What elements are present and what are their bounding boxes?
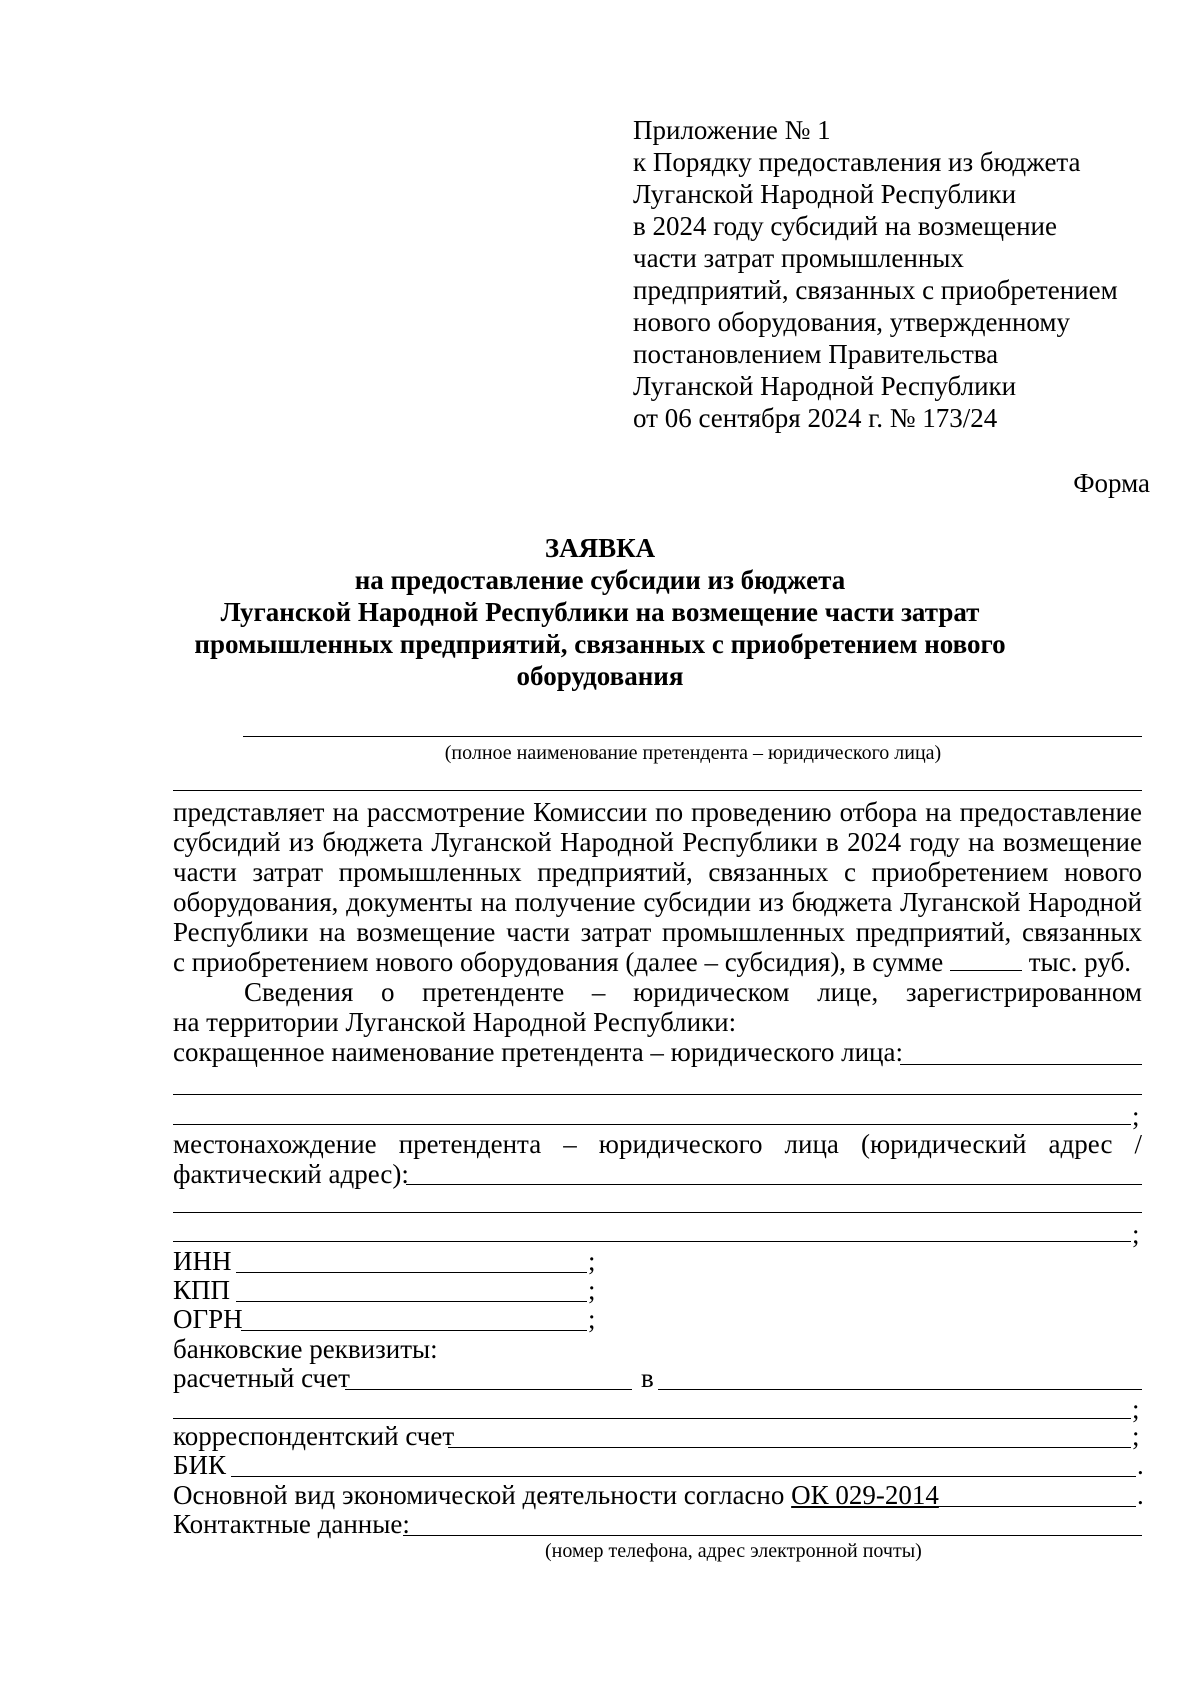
okved-label: Основной вид экономической деятельности согласно ОК 029-2014 <box>173 1480 939 1510</box>
semicolon: ; <box>588 1246 596 1276</box>
body-line: оборудования, документы на получение субсидии из бюджета Луганской Народной <box>173 887 1142 917</box>
appendix-line: Луганской Народной Республики <box>633 179 1017 209</box>
applicant-name-field-2[interactable] <box>173 790 1142 791</box>
info-intro-line: на территории Луганской Народной Республики: <box>173 1007 737 1037</box>
appendix-line: постановлением Правительства <box>633 339 999 369</box>
document-heading: ЗАЯВКА <box>544 533 656 563</box>
semicolon: ; <box>588 1304 596 1334</box>
account-label: расчетный счет <box>173 1363 350 1393</box>
semicolon: ; <box>1132 1219 1140 1249</box>
contacts-field[interactable] <box>403 1535 1142 1536</box>
short-name-field[interactable] <box>900 1064 1142 1065</box>
corr-account-label: корреспондентский счет <box>173 1421 455 1451</box>
bank-name-field-2[interactable] <box>173 1418 1131 1419</box>
semicolon: ; <box>1132 1101 1140 1131</box>
ogrn-label: ОГРН <box>173 1304 243 1334</box>
body-line: субсидий из бюджета Луганской Народной Республики в 2024 году на возмещение <box>173 827 1142 857</box>
body-line: части затрат промышленных предприятий, связанных с приобретением нового <box>173 857 1142 887</box>
title-line: Луганской Народной Республики на возмещение части затрат <box>220 597 980 627</box>
semicolon: ; <box>1132 1394 1140 1424</box>
inn-field[interactable] <box>236 1272 587 1273</box>
contacts-label: Контактные данные: <box>173 1509 410 1539</box>
bik-label: БИК <box>173 1450 227 1480</box>
location-field-2[interactable] <box>173 1212 1142 1213</box>
appendix-line: Приложение № 1 <box>633 115 831 145</box>
kpp-label: КПП <box>173 1275 231 1305</box>
info-intro-line: Сведения о претенденте – юридическом лице, зарегистрированном <box>244 977 1142 1007</box>
ogrn-field[interactable] <box>241 1330 587 1331</box>
amount-field[interactable] <box>950 946 1022 971</box>
contacts-caption: (номер телефона, адрес электронной почты) <box>545 1540 922 1562</box>
applicant-name-field[interactable] <box>243 736 1142 737</box>
short-name-label: сокращенное наименование претендента – юридического лица: <box>173 1037 903 1067</box>
body-line: Республики на возмещение части затрат промышленных предприятий, связанных <box>173 917 1142 947</box>
account-field[interactable] <box>345 1389 632 1390</box>
body-line: представляет на рассмотрение Комиссии по проведению отбора на предоставление <box>173 797 1142 827</box>
period: . <box>1137 1450 1144 1480</box>
bank-name-field[interactable] <box>658 1389 1142 1390</box>
kpp-field[interactable] <box>236 1301 587 1302</box>
location-label: местонахождение претендента – юридического лица (юридический адрес / <box>173 1129 1142 1159</box>
period: . <box>1137 1480 1144 1510</box>
okved-code: ОК 029-2014 <box>791 1480 939 1510</box>
appendix-line: Луганской Народной Республики <box>633 371 1017 401</box>
body-last-line: с приобретением нового оборудования (далее – субсидия), в сумме тыс. руб. <box>173 947 1131 977</box>
bank-details-label: банковские реквизиты: <box>173 1334 438 1364</box>
okved-field[interactable] <box>931 1506 1136 1507</box>
short-name-field-3[interactable] <box>173 1124 1131 1125</box>
location-field[interactable] <box>406 1184 1142 1185</box>
short-name-field-2[interactable] <box>173 1094 1142 1095</box>
appendix-line: нового оборудования, утвержденному <box>633 307 1070 337</box>
semicolon: ; <box>588 1275 596 1305</box>
appendix-block <box>633 114 1118 434</box>
semicolon: ; <box>1132 1421 1140 1451</box>
appendix-line: в 2024 году субсидий на возмещение <box>633 211 1057 241</box>
title-line: оборудования <box>516 661 684 691</box>
applicant-name-caption: (полное наименование претендента – юридического лица) <box>444 742 942 764</box>
title-line: на предоставление субсидии из бюджета <box>354 565 846 595</box>
appendix-line: от 06 сентября 2024 г. № 173/24 <box>633 403 998 433</box>
bik-field[interactable] <box>231 1476 1136 1477</box>
appendix-line: к Порядку предоставления из бюджета <box>633 147 1081 177</box>
title-line: промышленных предприятий, связанных с приобретением нового <box>194 629 1006 659</box>
form-label: Форма <box>1073 468 1150 498</box>
location-label-2: фактический адрес): <box>173 1159 409 1189</box>
in-bank-label: в <box>641 1363 654 1393</box>
location-field-3[interactable] <box>173 1241 1131 1242</box>
appendix-line: части затрат промышленных <box>633 243 964 273</box>
corr-account-field[interactable] <box>448 1447 1131 1448</box>
inn-label: ИНН <box>173 1246 232 1276</box>
appendix-line: предприятий, связанных с приобретением <box>633 275 1118 305</box>
